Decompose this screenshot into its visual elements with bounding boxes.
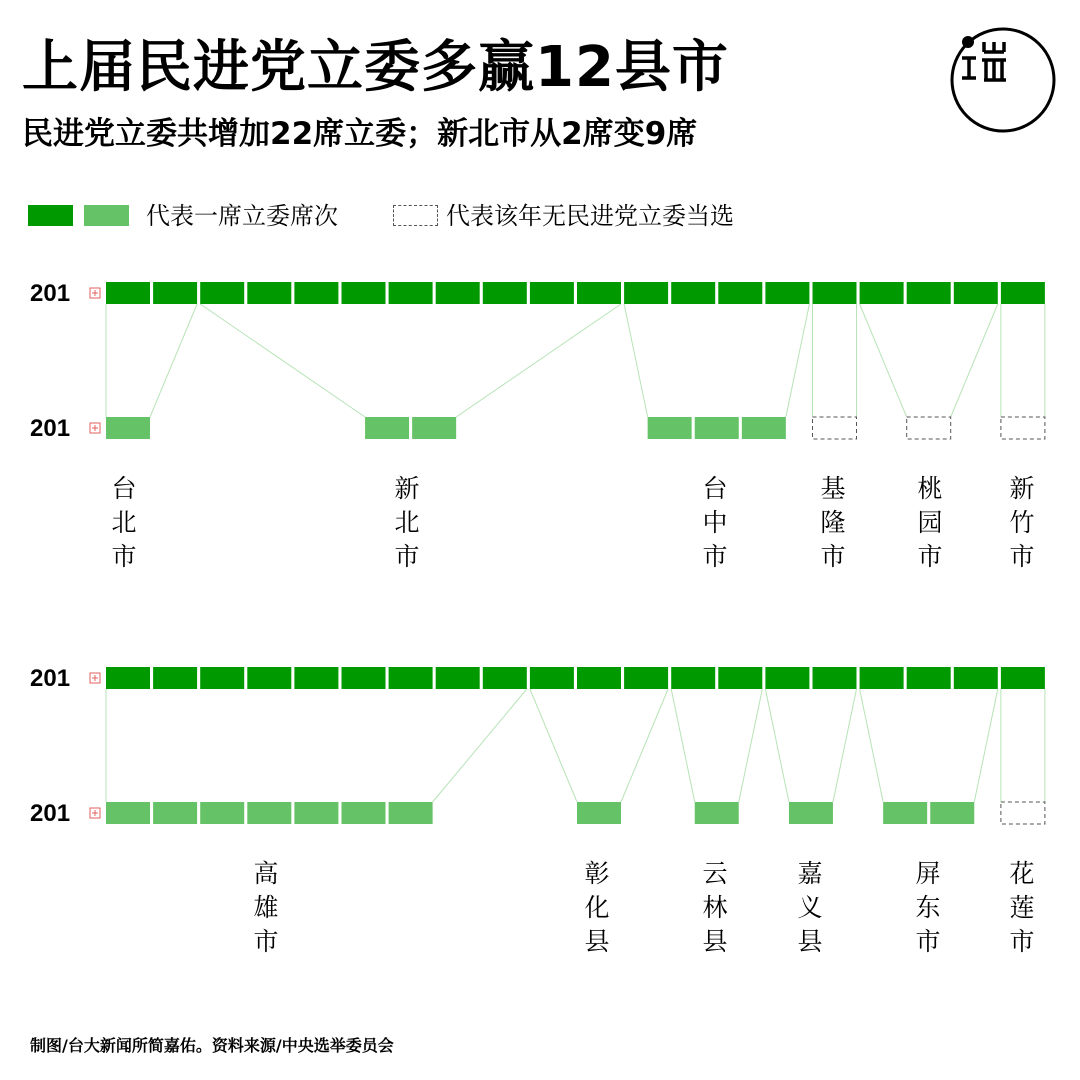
county-label: 基 <box>820 474 846 503</box>
connector-line <box>530 689 577 802</box>
connector-line <box>951 304 998 417</box>
seat-bottom-bar <box>106 417 150 439</box>
seat-top-bar <box>153 282 197 304</box>
seat-top-bar <box>671 282 715 304</box>
county-label: 台 <box>111 474 137 503</box>
county-label: 彰 <box>584 859 610 888</box>
seat-top-bar <box>671 667 715 689</box>
row-marker-icon <box>92 675 98 681</box>
connector-line <box>671 689 695 802</box>
county-label: 林 <box>702 893 728 922</box>
county-label: 中 <box>702 508 728 537</box>
connector-line <box>786 304 810 417</box>
legend-swatch-old <box>84 205 129 226</box>
seat-top-bar <box>813 282 857 304</box>
connector-line <box>621 689 668 802</box>
seat-bottom-bar <box>200 802 244 824</box>
seat-top-bar <box>200 667 244 689</box>
legend-seat-label: 代表一席立委席次 <box>146 202 338 230</box>
seat-bottom-bar <box>294 802 338 824</box>
county-label: 台 <box>702 474 728 503</box>
county-label: 桃 <box>917 474 943 503</box>
seat-bottom-bar <box>389 802 433 824</box>
row-label: 201 <box>30 415 71 442</box>
county-label: 市 <box>917 542 943 571</box>
seat-top-bar <box>436 667 480 689</box>
county-label: 东 <box>915 893 941 922</box>
row-marker-icon <box>92 810 98 816</box>
county-label: 市 <box>111 542 137 571</box>
county-label: 嘉 <box>797 859 823 888</box>
seat-top-bar <box>342 282 386 304</box>
connector-line <box>624 304 648 417</box>
connector-line <box>765 689 789 802</box>
seat-placeholder <box>1001 802 1045 824</box>
seat-top-bar <box>483 282 527 304</box>
seat-bottom-bar <box>789 802 833 824</box>
legend-swatch-none <box>393 205 438 226</box>
seat-top-bar <box>530 282 574 304</box>
county-label: 市 <box>915 927 941 956</box>
county-label: 屏 <box>915 859 941 888</box>
seat-bottom-bar <box>577 802 621 824</box>
seat-bottom-bar <box>742 417 786 439</box>
row-label: 201 <box>30 665 71 692</box>
seat-top-bar <box>860 282 904 304</box>
seat-top-bar <box>813 667 857 689</box>
county-label: 云 <box>702 859 728 888</box>
legend-none-label: 代表该年无民进党立委当选 <box>446 202 734 230</box>
connector-line <box>433 689 527 802</box>
seat-top-bar <box>342 667 386 689</box>
seat-top-bar <box>860 667 904 689</box>
county-label: 园 <box>917 508 943 537</box>
seat-top-bar <box>765 282 809 304</box>
seat-top-bar <box>389 667 433 689</box>
seat-bottom-bar <box>247 802 291 824</box>
chart-title: 上届民进党立委多赢12县市 <box>22 35 729 100</box>
seat-top-bar <box>624 667 668 689</box>
seat-top-bar <box>718 282 762 304</box>
connector-line <box>150 304 197 417</box>
county-label: 县 <box>584 927 610 956</box>
seat-bottom-bar <box>648 417 692 439</box>
legend-swatch-new <box>28 205 73 226</box>
connector-line <box>833 689 857 802</box>
legend <box>28 196 928 236</box>
seat-top-bar <box>1001 282 1045 304</box>
connector-line <box>860 689 884 802</box>
county-label: 北 <box>111 508 137 537</box>
seat-top-bar <box>718 667 762 689</box>
seat-top-bar <box>106 667 150 689</box>
seat-top-bar <box>153 667 197 689</box>
county-label: 隆 <box>820 508 846 537</box>
seat-top-bar <box>247 667 291 689</box>
seat-top-bar <box>1001 667 1045 689</box>
seat-bottom-bar <box>342 802 386 824</box>
seat-top-bar <box>530 667 574 689</box>
publisher-logo-icon <box>948 26 1058 136</box>
seat-top-bar <box>907 282 951 304</box>
county-label: 市 <box>253 927 279 956</box>
county-label: 市 <box>820 542 846 571</box>
footer-source: 制图/台大新闻所简嘉佑。资料来源/中央选举委员会 <box>30 1036 394 1055</box>
seat-top-bar <box>436 282 480 304</box>
county-label: 县 <box>797 927 823 956</box>
seat-placeholder <box>907 417 951 439</box>
seat-placeholder <box>813 417 857 439</box>
seat-top-bar <box>765 667 809 689</box>
county-label: 雄 <box>253 893 279 922</box>
connector-line <box>860 304 907 417</box>
seat-top-bar <box>106 282 150 304</box>
connector-line <box>739 689 763 802</box>
seat-top-bar <box>577 282 621 304</box>
county-label: 义 <box>797 893 823 922</box>
county-label: 县 <box>702 927 728 956</box>
seat-top-bar <box>389 282 433 304</box>
seat-placeholder <box>1001 417 1045 439</box>
row-label: 201 <box>30 280 71 307</box>
seat-chart <box>0 260 1080 980</box>
seat-top-bar <box>200 282 244 304</box>
county-label: 北 <box>394 508 420 537</box>
chart-subtitle: 民进党立委共增加22席立委；新北市从2席变9席 <box>22 116 698 152</box>
seat-bottom-bar <box>695 417 739 439</box>
county-label: 新 <box>1009 474 1035 503</box>
seat-top-bar <box>577 667 621 689</box>
county-label: 化 <box>584 893 610 922</box>
seat-top-bar <box>954 282 998 304</box>
seat-bottom-bar <box>106 802 150 824</box>
seat-top-bar <box>907 667 951 689</box>
county-label: 市 <box>702 542 728 571</box>
county-label: 竹 <box>1009 508 1035 537</box>
seat-top-bar <box>247 282 291 304</box>
seat-bottom-bar <box>365 417 409 439</box>
county-label: 市 <box>1009 542 1035 571</box>
row-marker-icon <box>92 290 98 296</box>
county-label: 市 <box>394 542 420 571</box>
seat-top-bar <box>624 282 668 304</box>
county-label: 花 <box>1009 859 1035 888</box>
county-label: 新 <box>394 474 420 503</box>
row-marker-icon <box>92 425 98 431</box>
row-label: 201 <box>30 800 71 827</box>
seat-bottom-bar <box>883 802 927 824</box>
seat-bottom-bar <box>412 417 456 439</box>
seat-top-bar <box>294 667 338 689</box>
connector-line <box>200 304 365 417</box>
seat-top-bar <box>954 667 998 689</box>
county-label: 高 <box>253 859 279 888</box>
seat-top-bar <box>294 282 338 304</box>
seat-top-bar <box>483 667 527 689</box>
seat-bottom-bar <box>695 802 739 824</box>
connector-line <box>974 689 998 802</box>
seat-bottom-bar <box>153 802 197 824</box>
connector-line <box>456 304 621 417</box>
seat-bottom-bar <box>930 802 974 824</box>
county-label: 市 <box>1009 927 1035 956</box>
county-label: 莲 <box>1009 893 1035 922</box>
